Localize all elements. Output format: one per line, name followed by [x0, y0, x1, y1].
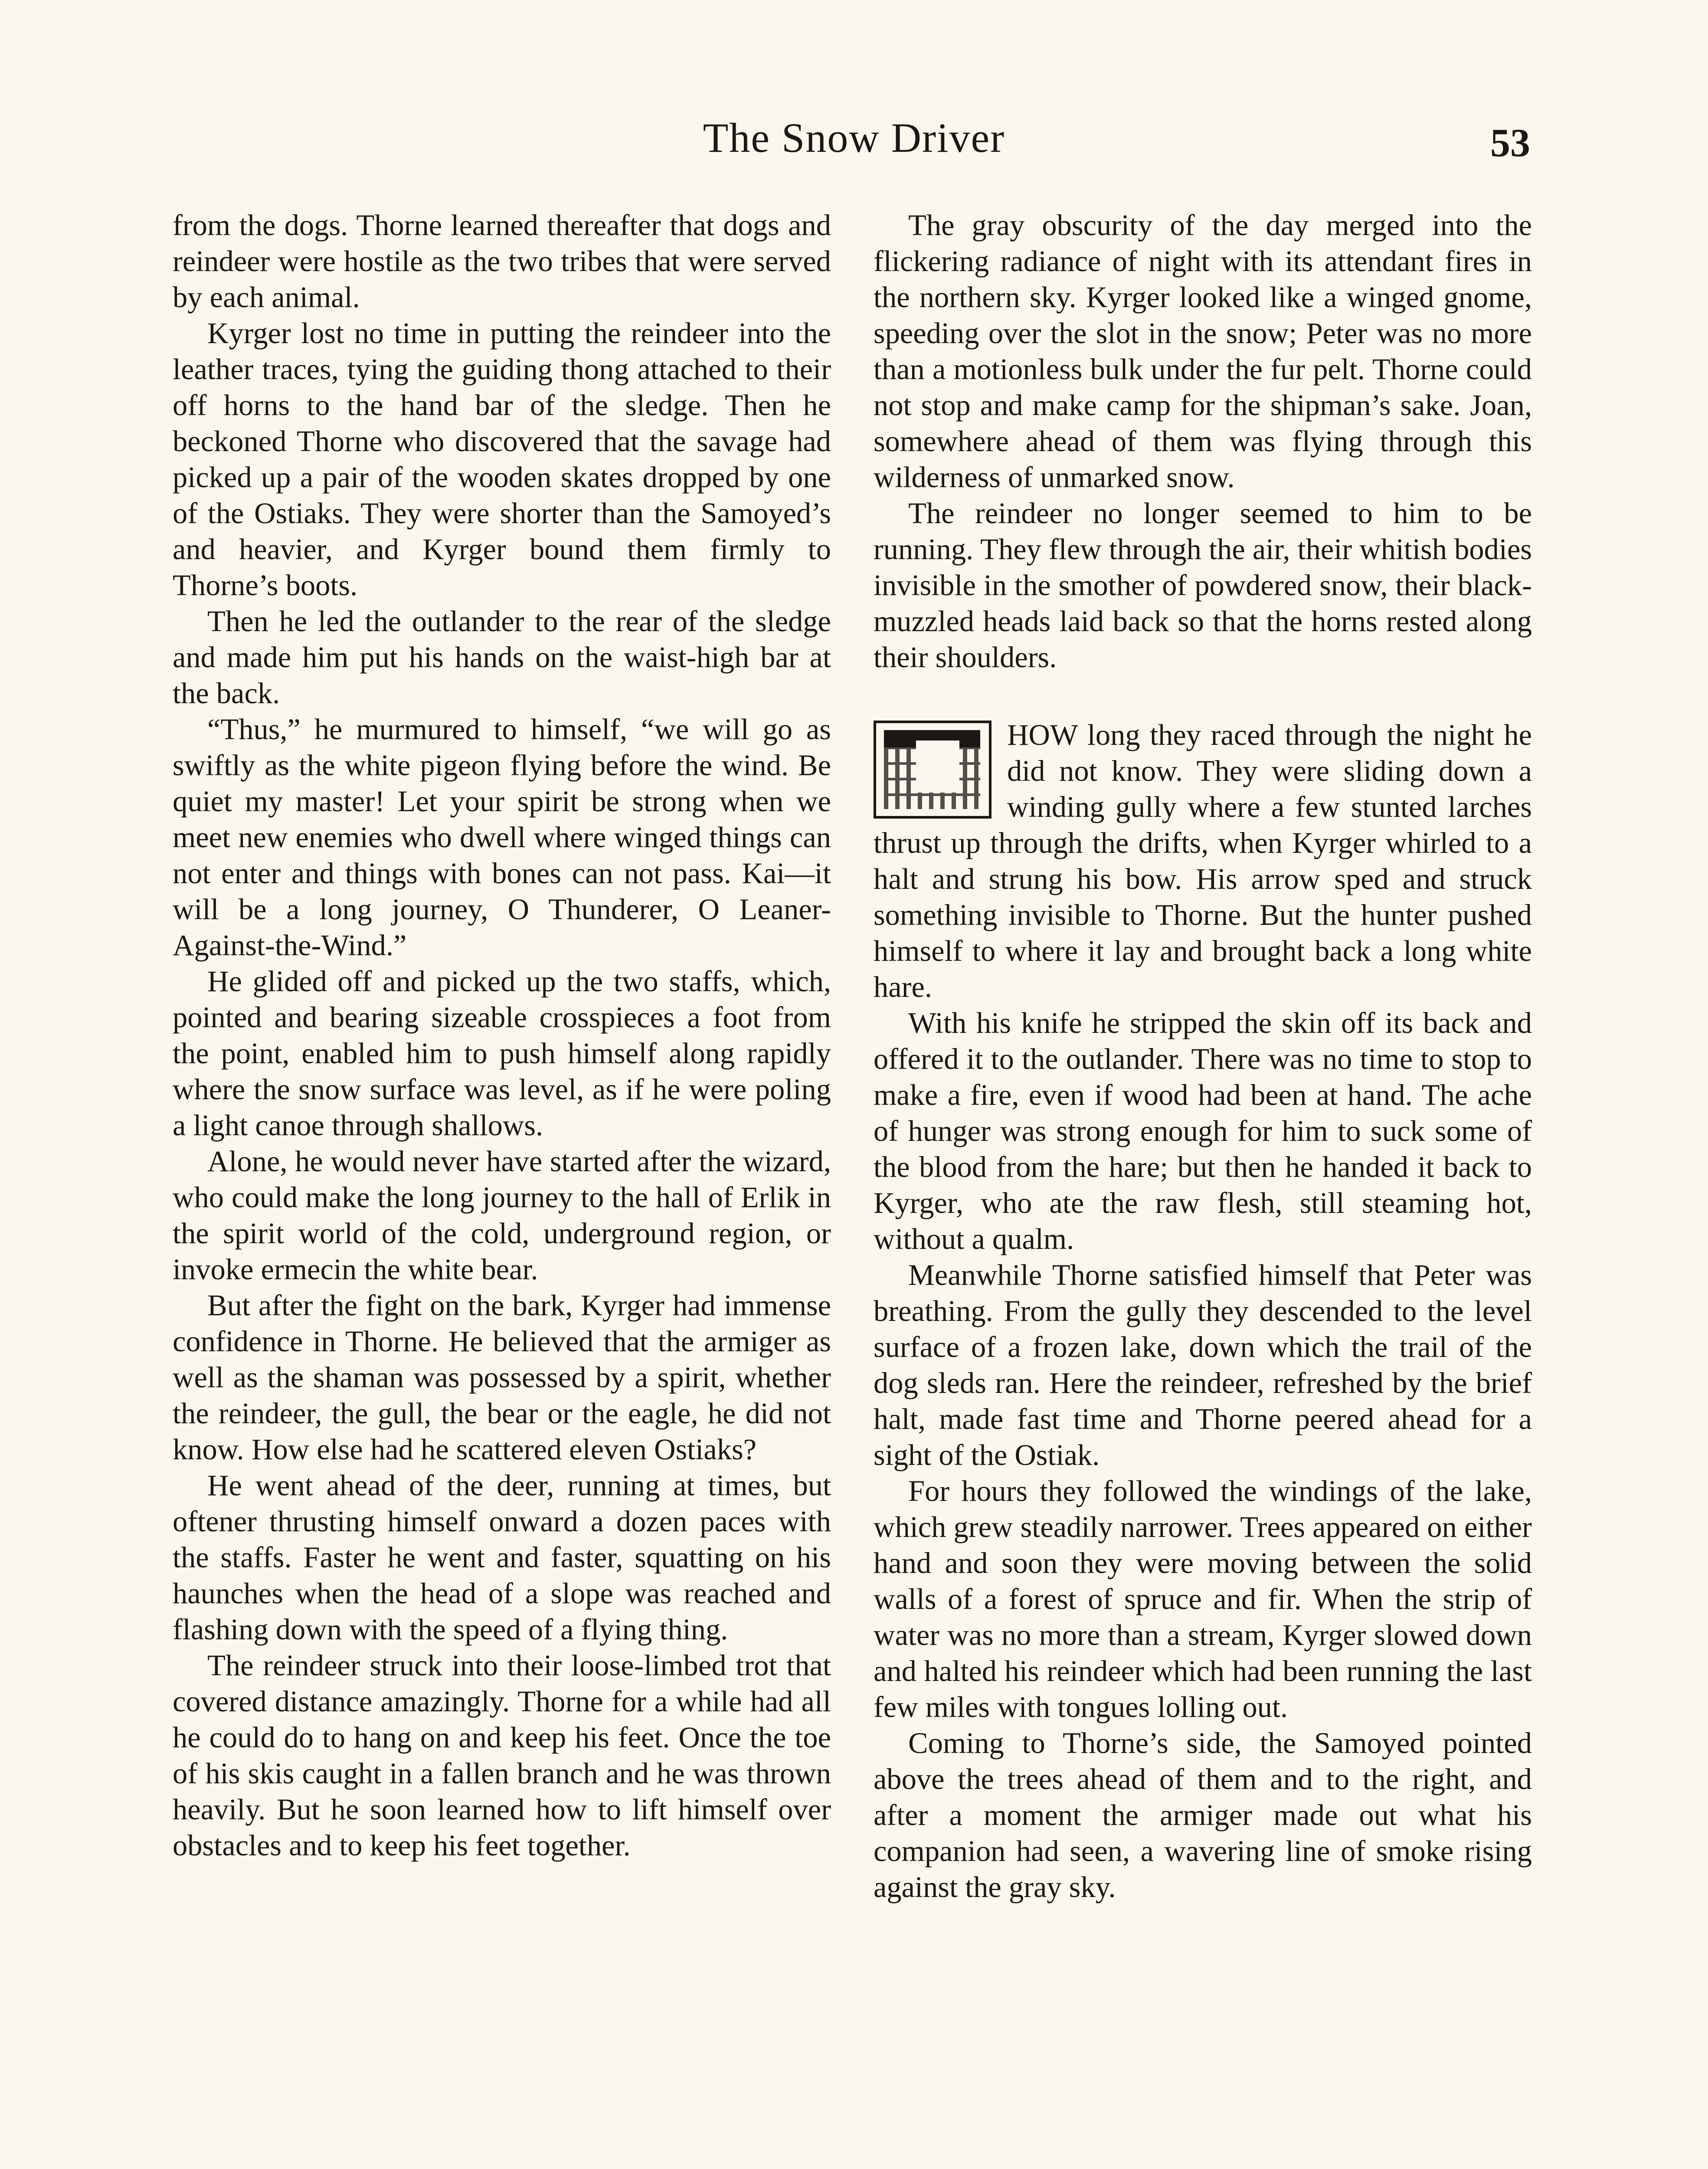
- paragraph: The reindeer no longer seemed to him to be running. They flew through the air, their whitish bodies invisible in the smother of powdered snow, their black-muzzled heads laid back so that the horns rested along their shoulders.: [874, 497, 1532, 674]
- paragraph: He glided off and picked up the two staffs, which, pointed and bearing sizeable crosspieces a foot from the point, enabled him to push himself along rapidly where the snow surface was level, as if he were poling a light canoe through shallows.: [173, 965, 831, 1142]
- decorative-initial-icon: [874, 721, 991, 819]
- left-column: [173, 207, 831, 1864]
- paragraph: from the dogs. Thorne learned thereafter that dogs and reindeer were hostile as the two tribes that were served by each animal.: [173, 209, 831, 314]
- paragraph: With his knife he stripped the skin off its back and offered it to the outlander. There was no time to stop to make a fire, even if wood had been at hand. The ache of hunger was strong enough for him to suck some of the blood from the hare; but then he handed it back to Kyrger, who ate the raw flesh, still steaming hot, without a qualm.: [874, 1006, 1532, 1255]
- paragraph: Then he led the outlander to the rear of the sledge and made him put his hands on the waist-high bar at the back.: [173, 605, 831, 710]
- page-number: 53: [1490, 121, 1530, 165]
- paragraph: The reindeer struck into their loose-limbed trot that covered distance amazingly. Thorne for a while had all he could do to hang on and keep his feet. Once the toe of his skis caught in a fallen branch and he was thrown heavily. But he soon learned how to lift himself over obstacles and to keep his feet together.: [173, 1649, 831, 1862]
- paragraph: He went ahead of the deer, running at times, but oftener thrusting himself onward a dozen paces with the staffs. Faster he went and faster, squatting on his haunches when the head of a slope was reached and flashing down with the speed of a flying thing.: [173, 1469, 831, 1646]
- paragraph: HOW long they raced through the night he did not know. They were sliding down a winding gully where a few stunted larches thrust up through the drifts, when Kyrger whirled to a halt and strung his bow. His arrow sped and struck something invisible to Thorne. But the hunter pushed himself to where it lay and brought back a long white hare.: [874, 718, 1532, 1003]
- running-title: The Snow Driver: [703, 115, 1005, 161]
- page-header: [0, 104, 1708, 169]
- initial-art-gap: [916, 740, 959, 793]
- section-break: [874, 675, 1532, 717]
- paragraph: Kyrger lost no time in putting the reindeer into the leather traces, tying the guiding thong attached to their off horns to the hand bar of the sledge. Then he beckoned Thorne who discovered that the savage had picked up a pair of the wooden skates dropped by one of the Ostiaks. They were shorter than the Samoyed’s and heavier, and Kyrger bound them firmly to Thorne’s boots.: [173, 317, 831, 602]
- paragraph: Meanwhile Thorne satisfied himself that Peter was breathing. From the gully they descended to the level surface of a frozen lake, down which the trail of the dog sleds ran. Here the reindeer, refreshed by the brief halt, made fast time and Thorne peered ahead for a sight of the Ostiak.: [874, 1258, 1532, 1471]
- paragraph: The gray obscurity of the day merged into the flickering radiance of night with its attendant fires in the northern sky. Kyrger looked like a winged gnome, speeding over the slot in the snow; Peter was no more than a motionless bulk under the fur pelt. Thorne could not stop and make camp for the shipman’s sake. Joan, somewhere ahead of them was flying through this wilderness of unmarked snow.: [874, 209, 1532, 494]
- paragraph: Coming to Thorne’s side, the Samoyed pointed above the trees ahead of them and to the right, and after a moment the armiger made out what his companion had seen, a wavering line of smoke rising against the gray sky.: [874, 1727, 1532, 1904]
- paragraph: But after the fight on the bark, Kyrger had immense confidence in Thorne. He believed that the armiger as well as the shaman was possessed by a spirit, whether the reindeer, the gull, the bear or the eagle, he did not know. How else had he scattered eleven Ostiaks?: [173, 1289, 831, 1466]
- paragraph: Alone, he would never have started after the wizard, who could make the long journey to the hall of Erlik in the spirit world of the cold, underground region, or invoke ermecin the white bear.: [173, 1145, 831, 1286]
- right-column: [874, 207, 1532, 1905]
- paragraph: For hours they followed the windings of the lake, which grew steadily narrower. Trees appeared on either hand and soon they were moving between the solid walls of a forest of spruce and fir. When the strip of water was no more than a stream, Kyrger slowed down and halted his reindeer which had been running the last few miles with tongues lolling out.: [874, 1474, 1532, 1723]
- paragraph: “Thus,” he murmured to himself, “we will go as swiftly as the white pigeon flying before the wind. Be quiet my master! Let your spirit be strong when we meet new enemies who dwell where winged things can not enter and things with bones can not pass. Kai—it will be a long journey, O Thunderer, O Leaner-Against-the-Wind.”: [173, 713, 831, 962]
